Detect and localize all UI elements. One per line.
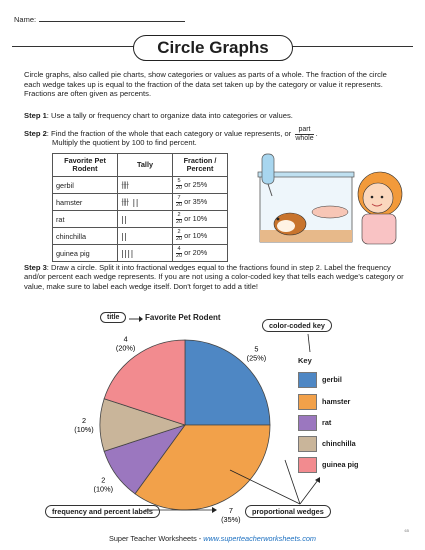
- legend-title: Key: [298, 356, 312, 365]
- percent-text: or 25%: [184, 179, 208, 189]
- slice-percent-label: (10%): [93, 484, 114, 494]
- girl-eye: [381, 196, 384, 199]
- frac-den: 20: [176, 218, 183, 225]
- fraction-cell: [173, 194, 228, 211]
- step2-continued: Multiply the quotient by 100 to find percent.: [52, 138, 197, 147]
- name-row: [14, 14, 185, 24]
- slice-frequency-label: 4: [123, 334, 128, 344]
- tally-cell: ||||: [118, 245, 173, 262]
- legend-swatch-hamster: [298, 394, 317, 410]
- table-row: [53, 194, 228, 211]
- rodent-cell: guinea pig: [53, 245, 118, 262]
- key-callout: color-coded key: [262, 319, 332, 332]
- legend-label-rat: rat: [322, 418, 332, 427]
- legend-label-guinea-pig: guinea pig: [322, 460, 359, 469]
- wedges-callout: proportional wedges: [245, 505, 331, 518]
- legend-swatch-gerbil: [298, 372, 317, 388]
- slice-percent-label: (10%): [74, 425, 94, 434]
- percent-text: or 20%: [184, 247, 208, 257]
- intro-paragraph: Circle graphs, also called pie charts, show categories or values as parts of a whole. The fraction of the circle each wedge takes up is equal to the fraction of the data set taken up by the category or value it represents. Fractions are often given as percents.: [24, 70, 387, 99]
- guinea-pig-eye: [277, 218, 280, 221]
- tally-table: [52, 153, 228, 262]
- step2-text: : Find the fraction of the whole that each category or value represents, or: [46, 129, 292, 138]
- slice-percent-label: (20%): [115, 343, 136, 353]
- table-row: [53, 245, 228, 262]
- fraction-cell: [173, 211, 228, 228]
- tally-cell: ||: [118, 211, 173, 228]
- name-label: Name:: [14, 15, 37, 24]
- table-row: [53, 211, 228, 228]
- slice-frequency-label: 5: [254, 344, 259, 354]
- step1-text: : Use a tally or frequency chart to organize data into categories or values.: [46, 111, 293, 120]
- step-3: [24, 263, 404, 291]
- rodent-cell: rat: [53, 211, 118, 228]
- percent-text: or 10%: [184, 213, 208, 223]
- fraction-cell: [173, 228, 228, 245]
- rodent-cell: hamster: [53, 194, 118, 211]
- fraction-numerator: part: [295, 126, 313, 135]
- page-title: Circle Graphs: [133, 35, 293, 61]
- table-header-row: [53, 154, 228, 177]
- step3-label: Step 3: [24, 263, 47, 272]
- cage-bedding: [260, 230, 352, 242]
- rodent-cell: chinchilla: [53, 228, 118, 245]
- tally-cell: 卌: [118, 177, 173, 194]
- frequency-callout: frequency and percent labels: [45, 505, 160, 518]
- slice-percent-label: (25%): [246, 353, 267, 363]
- tally-cell: 卌 ||: [118, 194, 173, 211]
- page-code: 65: [404, 528, 409, 533]
- frac-num: 4: [177, 245, 181, 252]
- footer-brand: Super Teacher Worksheets -: [109, 534, 204, 543]
- legend-label-gerbil: gerbil: [322, 375, 342, 384]
- rodent-cell: gerbil: [53, 177, 118, 194]
- title-callout: title: [100, 312, 126, 323]
- legend-label-chinchilla: chinchilla: [322, 439, 356, 448]
- slice-percent-label: (35%): [221, 514, 241, 524]
- frac-den: 20: [176, 201, 183, 208]
- footer: [0, 534, 425, 543]
- girl-face-icon: [363, 183, 393, 213]
- tally-cell: ||: [118, 228, 173, 245]
- legend-swatch-chinchilla: [298, 436, 317, 452]
- name-blank-line[interactable]: [39, 14, 185, 22]
- legend-swatch-guinea-pig: [298, 457, 317, 473]
- percent-text: or 10%: [184, 230, 208, 240]
- col-header-fraction: Fraction / Percent: [173, 154, 228, 177]
- footer-link[interactable]: www.superteacherworksheets.com: [203, 534, 316, 543]
- step-2: Step 2: Find the fraction of the whole that each category or value represents, or $\frac{\text{part}}{\text{whole}}$ .: [24, 126, 318, 142]
- frac-den: 20: [176, 184, 183, 191]
- guinea-pig-belly: [277, 220, 295, 232]
- table-row: [53, 177, 228, 194]
- table-row: [53, 228, 228, 245]
- girl-eye: [371, 196, 374, 199]
- step2-label: Step 2: [24, 129, 47, 138]
- pie-chart: [60, 325, 310, 530]
- hamster-cage-illustration: [250, 152, 410, 252]
- legend-swatch-rat: [298, 415, 317, 431]
- step-1: [24, 111, 404, 120]
- step1-label: Step 1: [24, 111, 47, 120]
- fraction-cell: [173, 177, 228, 194]
- col-header-tally: Tally: [118, 154, 173, 177]
- frac-num: 5: [177, 177, 181, 184]
- fraction-cell: [173, 245, 228, 262]
- frac-den: 20: [176, 235, 183, 242]
- frac-num: 2: [177, 228, 181, 235]
- fraction-denominator: whole: [295, 134, 314, 142]
- arrow-right-icon: [129, 315, 143, 323]
- slice-frequency-label: 2: [81, 416, 87, 425]
- wedge-arrowhead: [315, 477, 320, 483]
- girl-shirt: [362, 214, 396, 244]
- frac-num: 7: [177, 194, 181, 201]
- water-bottle-icon: [262, 154, 274, 184]
- chart-title: Favorite Pet Rodent: [145, 313, 221, 322]
- step3-text: : Draw a circle. Split it into fractional wedges equal to the fractions found in step 2. Label the frequency and/or percent each wedge represents. If you are not using a color-coded key that tells each wedge's category or value, make sure to label each wedge itself. Don't forget to add a title!: [24, 263, 404, 291]
- frac-den: 20: [176, 252, 183, 259]
- legend-label-hamster: hamster: [322, 397, 351, 406]
- slice-frequency-label: 7: [228, 505, 233, 515]
- slice-frequency-label: 2: [101, 475, 106, 485]
- girl-arm: [312, 206, 348, 218]
- col-header-rodent: Favorite Pet Rodent: [53, 154, 118, 177]
- frac-num: 2: [177, 211, 181, 218]
- percent-text: or 35%: [184, 196, 208, 206]
